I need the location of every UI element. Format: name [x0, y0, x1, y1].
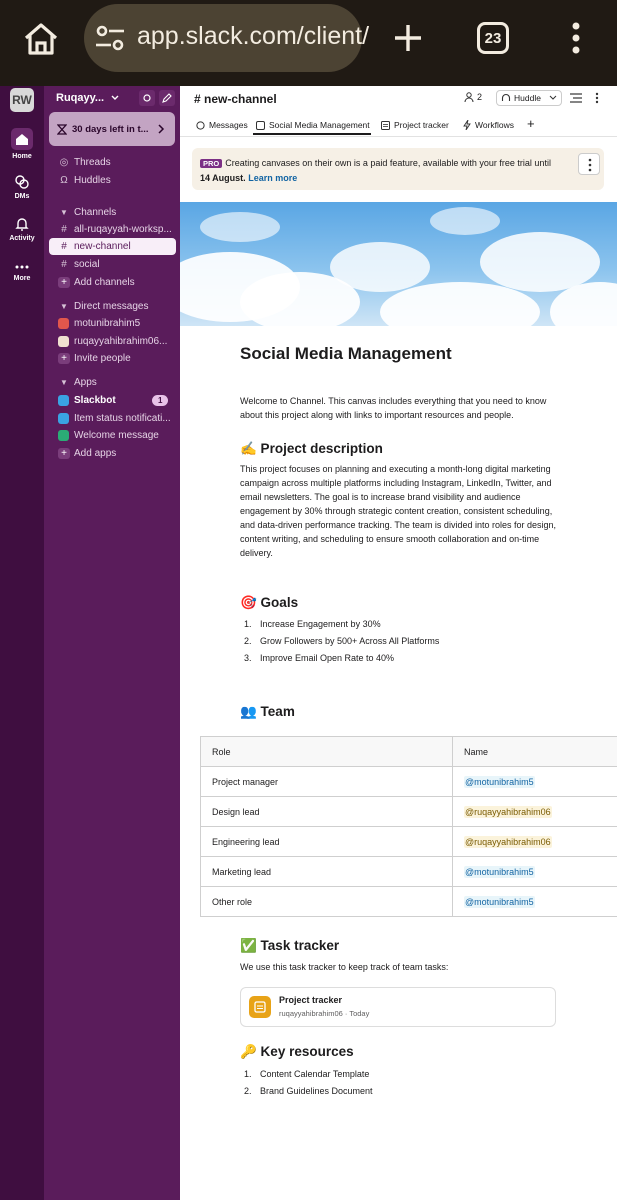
rail-dms-label: DMs	[14, 193, 30, 200]
table-row	[201, 827, 617, 857]
workspace-name: Ruqayy...	[56, 92, 105, 104]
more-horiz-icon	[14, 262, 30, 272]
caret-down-icon: ▼	[60, 378, 68, 387]
rail-activity[interactable]	[0, 216, 44, 242]
sidebar-app[interactable]	[58, 410, 176, 427]
role-cell: Other role	[201, 887, 453, 917]
rail-home[interactable]	[0, 128, 44, 160]
trial-text: 30 days left in t...	[72, 123, 149, 135]
tab-canvas[interactable]	[256, 120, 370, 130]
tab-project-tracker[interactable]	[381, 120, 449, 130]
home-icon[interactable]	[22, 20, 60, 58]
workspace-switcher[interactable]	[56, 92, 120, 104]
project-heading: ✍️ Project description	[240, 441, 383, 456]
members-button[interactable]	[464, 92, 482, 102]
dm-header-label: Direct messages	[74, 301, 149, 312]
role-cell: Engineering lead	[201, 827, 453, 857]
add-channels-button[interactable]	[58, 274, 176, 291]
canvas-header-image	[180, 202, 617, 326]
sidebar-channel-active[interactable]	[49, 238, 176, 255]
dm-label: motunibrahim5	[74, 318, 141, 329]
sidebar-channel[interactable]	[58, 221, 176, 238]
sidebar-channel[interactable]	[58, 256, 176, 273]
canvas-options-icon[interactable]	[569, 92, 583, 104]
tab-messages[interactable]	[196, 120, 248, 130]
headphones-icon: Ω	[60, 175, 68, 186]
tab-label: Project tracker	[394, 120, 449, 130]
sidebar-dm[interactable]	[58, 315, 176, 332]
headphones-icon	[501, 93, 511, 103]
sidebar-dm[interactable]	[58, 333, 176, 350]
user-mention[interactable]: @motunibrahim5	[465, 776, 534, 787]
add-tab-button[interactable]	[527, 116, 535, 131]
apps-section-header[interactable]	[58, 374, 176, 391]
channel-label: social	[74, 259, 100, 270]
banner-date: 14 August.	[200, 173, 246, 183]
browser-toolbar	[0, 0, 617, 86]
avatar	[58, 318, 69, 329]
apps-header-label: Apps	[74, 377, 97, 388]
banner-more-button[interactable]	[578, 153, 600, 175]
app-label: Welcome message	[74, 430, 159, 441]
sidebar-item-threads[interactable]	[58, 154, 176, 171]
resource-item: 1. Content Calendar Template	[244, 1069, 370, 1079]
hash-icon: #	[61, 241, 67, 252]
table-row	[201, 797, 617, 827]
app-label: Item status notificati...	[74, 413, 171, 424]
hourglass-icon	[57, 124, 67, 135]
tracker-text: We use this task tracker to keep track of team tasks:	[240, 962, 449, 972]
resources-heading: 🔑 Key resources	[240, 1044, 354, 1059]
card-meta: ruqayyahibrahim06 · Today	[279, 1009, 370, 1018]
goal-item: 1. Increase Engagement by 30%	[244, 619, 381, 629]
more-vert-icon[interactable]	[595, 92, 599, 104]
sidebar	[44, 86, 180, 1200]
tab-label: Social Media Management	[269, 120, 370, 130]
tab-label: Workflows	[475, 120, 515, 130]
compose-icon[interactable]	[159, 90, 175, 106]
threads-icon: ◎	[59, 157, 69, 168]
role-cell: Project manager	[201, 767, 453, 797]
goal-text: Grow Followers by 500+ Across All Platforms	[260, 636, 440, 646]
name-cell	[453, 827, 617, 857]
avatar	[58, 336, 69, 347]
tracker-heading: ✅ Task tracker	[240, 938, 340, 953]
channel-title[interactable]: # new-channel	[194, 92, 277, 106]
project-text: This project focuses on planning and executing a month-long digital marketing campaign across multiple platforms including Instagram, LinkedIn, Twitter, and email newsletters. The goal is to increase brand visibility and audience engagement by 30% through strategic content creation, consistent scheduling, and data-driven performance tracking. The team is divided into roles for design, content writing, and scheduling to ensure smooth collaboration and on-time delivery.	[240, 464, 557, 558]
hash-icon: #	[61, 259, 67, 270]
goal-item: 3. Improve Email Open Rate to 40%	[244, 653, 395, 663]
channels-section-header[interactable]	[58, 204, 176, 221]
table-header-row	[201, 737, 617, 767]
channel-label: all-ruqayyah-worksp...	[74, 224, 172, 235]
add-channels-label: Add channels	[74, 277, 135, 288]
table-row	[201, 887, 617, 917]
rail-activity-label: Activity	[9, 235, 35, 242]
huddle-button[interactable]	[496, 90, 562, 106]
table-row	[201, 767, 617, 797]
canvas-icon	[256, 121, 265, 130]
trial-banner[interactable]	[49, 112, 175, 146]
team-heading: 👥 Team	[240, 704, 295, 719]
rail-dms[interactable]	[0, 174, 44, 200]
role-cell: Design lead	[201, 797, 453, 827]
invite-people-label: Invite people	[74, 353, 131, 364]
canvas-title: Social Media Management	[240, 344, 452, 363]
name-cell	[453, 797, 617, 827]
app-label: Slackbot	[74, 395, 116, 406]
threads-label: Threads	[74, 157, 111, 168]
card-title: Project tracker	[279, 995, 343, 1005]
header-divider	[180, 136, 617, 137]
more-vert-icon[interactable]	[566, 20, 586, 56]
rail-more[interactable]	[0, 262, 44, 282]
channel-label: new-channel	[74, 241, 131, 252]
list-icon	[249, 996, 271, 1018]
add-apps-label: Add apps	[74, 448, 117, 459]
chevron-down-icon	[549, 95, 557, 101]
workspace-rail	[0, 86, 44, 1200]
unread-badge: 1	[152, 395, 168, 406]
chevron-right-icon	[157, 124, 165, 134]
goals-heading: 🎯 Goals	[240, 595, 299, 610]
rail-home-label: Home	[12, 153, 32, 160]
table-row	[201, 857, 617, 887]
channels-header-label: Channels	[74, 207, 117, 218]
pro-badge: PRO	[200, 159, 222, 168]
banner-text: Creating canvases on their own is a paid feature, available with your free trial until	[225, 158, 551, 168]
huddles-label: Huddles	[74, 175, 111, 186]
team-table	[200, 736, 617, 917]
bell-icon	[14, 216, 30, 232]
member-count: 2	[477, 92, 483, 102]
canvas-intro: Welcome to Channel. This canvas includes everything that you need to know about this project along with links to important resources and people.	[240, 396, 547, 420]
message-icon	[196, 121, 205, 130]
goal-text: Increase Engagement by 30%	[260, 619, 381, 629]
huddle-label: Huddle	[514, 93, 541, 103]
tab-label: Messages	[209, 120, 248, 130]
name-cell	[453, 887, 617, 917]
app-icon	[58, 413, 69, 424]
column-header: Name	[453, 737, 617, 767]
dm-label: ruqayyahibrahim06...	[74, 336, 168, 347]
user-mention[interactable]: @motunibrahim5	[465, 866, 534, 877]
active-tab-indicator	[253, 133, 371, 135]
sidebar-app-slackbot[interactable]	[58, 392, 176, 409]
tab-workflows[interactable]	[463, 120, 514, 130]
user-mention[interactable]: @ruqayyahibrahim06	[465, 806, 551, 817]
plus-icon: +	[58, 448, 70, 459]
hash-icon: #	[61, 224, 67, 235]
plus-icon: +	[58, 353, 70, 364]
lightning-icon	[463, 120, 471, 130]
home-icon	[11, 128, 33, 150]
name-cell	[453, 857, 617, 887]
pro-banner	[192, 148, 604, 190]
chevron-down-icon	[110, 94, 120, 102]
user-mention[interactable]: @motunibrahim5	[465, 896, 534, 907]
list-icon	[381, 121, 390, 130]
sidebar-app[interactable]	[58, 427, 176, 444]
role-cell: Marketing lead	[201, 857, 453, 887]
workspace-avatar[interactable]: RW	[10, 88, 34, 112]
resource-text[interactable]: Brand Guidelines Document	[260, 1086, 373, 1096]
goal-item: 2. Grow Followers by 500+ Across All Platforms	[244, 636, 440, 646]
resource-text[interactable]: Content Calendar Template	[260, 1069, 370, 1079]
add-apps-button[interactable]	[58, 445, 176, 462]
plus-icon: +	[527, 116, 535, 131]
column-header: Role	[201, 737, 453, 767]
sidebar-item-huddles[interactable]	[58, 172, 176, 189]
url-text[interactable]: app.slack.com/client/	[137, 22, 370, 50]
dm-section-header[interactable]	[58, 298, 176, 315]
learn-more-link[interactable]: Learn more	[248, 173, 298, 183]
user-mention[interactable]: @ruqayyahibrahim06	[465, 836, 551, 847]
name-cell	[453, 767, 617, 797]
person-icon	[464, 92, 474, 102]
slackbot-icon	[58, 395, 69, 406]
app-icon	[58, 430, 69, 441]
gear-icon[interactable]	[139, 90, 155, 106]
tab-switcher-button[interactable]: 23	[477, 22, 509, 54]
goal-text: Improve Email Open Rate to 40%	[260, 653, 395, 663]
site-settings-icon[interactable]	[94, 24, 126, 52]
rail-more-label: More	[13, 275, 31, 282]
caret-down-icon: ▼	[60, 302, 68, 311]
more-vert-icon	[579, 154, 601, 176]
resource-item: 2. Brand Guidelines Document	[244, 1086, 373, 1096]
plus-icon: +	[58, 277, 70, 288]
new-tab-icon[interactable]	[392, 22, 424, 54]
caret-down-icon: ▼	[60, 208, 68, 217]
invite-people-button[interactable]	[58, 350, 176, 367]
dms-icon	[14, 174, 30, 190]
project-tracker-card[interactable]	[240, 987, 556, 1027]
channel-view	[180, 86, 617, 1200]
